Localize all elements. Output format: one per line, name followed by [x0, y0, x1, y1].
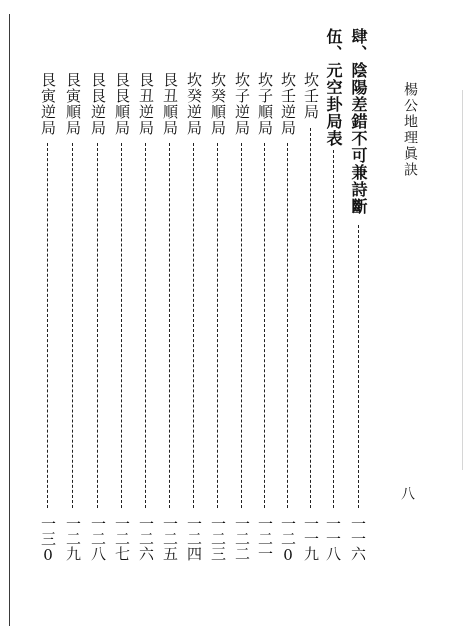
toc-entry-page: 一一九 — [302, 516, 320, 561]
toc-entry-label[interactable]: 艮艮順局 — [113, 72, 131, 136]
toc-page-poem: 一一六 — [349, 516, 367, 561]
toc-entry-label[interactable]: 艮寅順局 — [64, 72, 82, 136]
toc-entry-page: 一二0 — [279, 516, 297, 564]
toc-leader-table — [333, 150, 334, 508]
page-left-border — [9, 14, 10, 626]
toc-entry-label[interactable]: 坎子順局 — [256, 72, 274, 136]
toc-entry-leader — [145, 143, 146, 508]
toc-entry-leader — [287, 143, 288, 508]
toc-entry-label[interactable]: 坎癸順局 — [209, 72, 227, 136]
page-number: 八 — [399, 486, 415, 500]
toc-entry-leader — [72, 143, 73, 508]
toc-entry-page: 一二三 — [209, 516, 227, 561]
toc-entry-leader — [264, 143, 265, 508]
book-title: 楊公地理眞訣 — [402, 82, 418, 178]
toc-entry-leader — [121, 143, 122, 508]
toc-entry-label[interactable]: 艮丑順局 — [161, 72, 179, 136]
toc-leader-poem — [358, 225, 359, 508]
toc-entry-label[interactable]: 坎壬局 — [302, 72, 320, 120]
toc-entry-page: 一二二 — [233, 516, 251, 561]
toc-entry-label[interactable]: 坎子逆局 — [233, 72, 251, 136]
toc-page-table: 一一八 — [324, 516, 342, 561]
toc-entry-label[interactable]: 坎壬逆局 — [279, 72, 297, 136]
toc-entry-leader — [217, 143, 218, 508]
toc-entry-page: 一二七 — [113, 516, 131, 561]
toc-entry-page: 一二四 — [185, 516, 203, 561]
toc-heading-table[interactable]: 伍、元空卦局表 — [324, 28, 343, 147]
toc-entry-label[interactable]: 艮寅逆局 — [39, 72, 57, 136]
toc-entry-page: 一二九 — [64, 516, 82, 561]
toc-entry-leader — [193, 143, 194, 508]
toc-entry-label[interactable]: 坎癸逆局 — [185, 72, 203, 136]
toc-entry-page: 一二一 — [256, 516, 274, 561]
toc-entry-page: 一二六 — [137, 516, 155, 561]
toc-entry-page: 一二八 — [89, 516, 107, 561]
toc-entry-page: 一三0 — [39, 516, 57, 564]
toc-entry-label[interactable]: 艮丑逆局 — [137, 72, 155, 136]
toc-entry-leader — [169, 143, 170, 508]
toc-entry-leader — [241, 143, 242, 508]
page-right-edge — [462, 90, 463, 470]
toc-entry-leader — [310, 128, 311, 508]
toc-entry-leader — [47, 143, 48, 508]
toc-entry-page: 一二五 — [161, 516, 179, 561]
toc-entry-label[interactable]: 艮艮逆局 — [89, 72, 107, 136]
toc-entry-leader — [97, 143, 98, 508]
toc-heading-poem[interactable]: 肆、陰陽差錯不可兼詩斷 — [349, 28, 368, 215]
